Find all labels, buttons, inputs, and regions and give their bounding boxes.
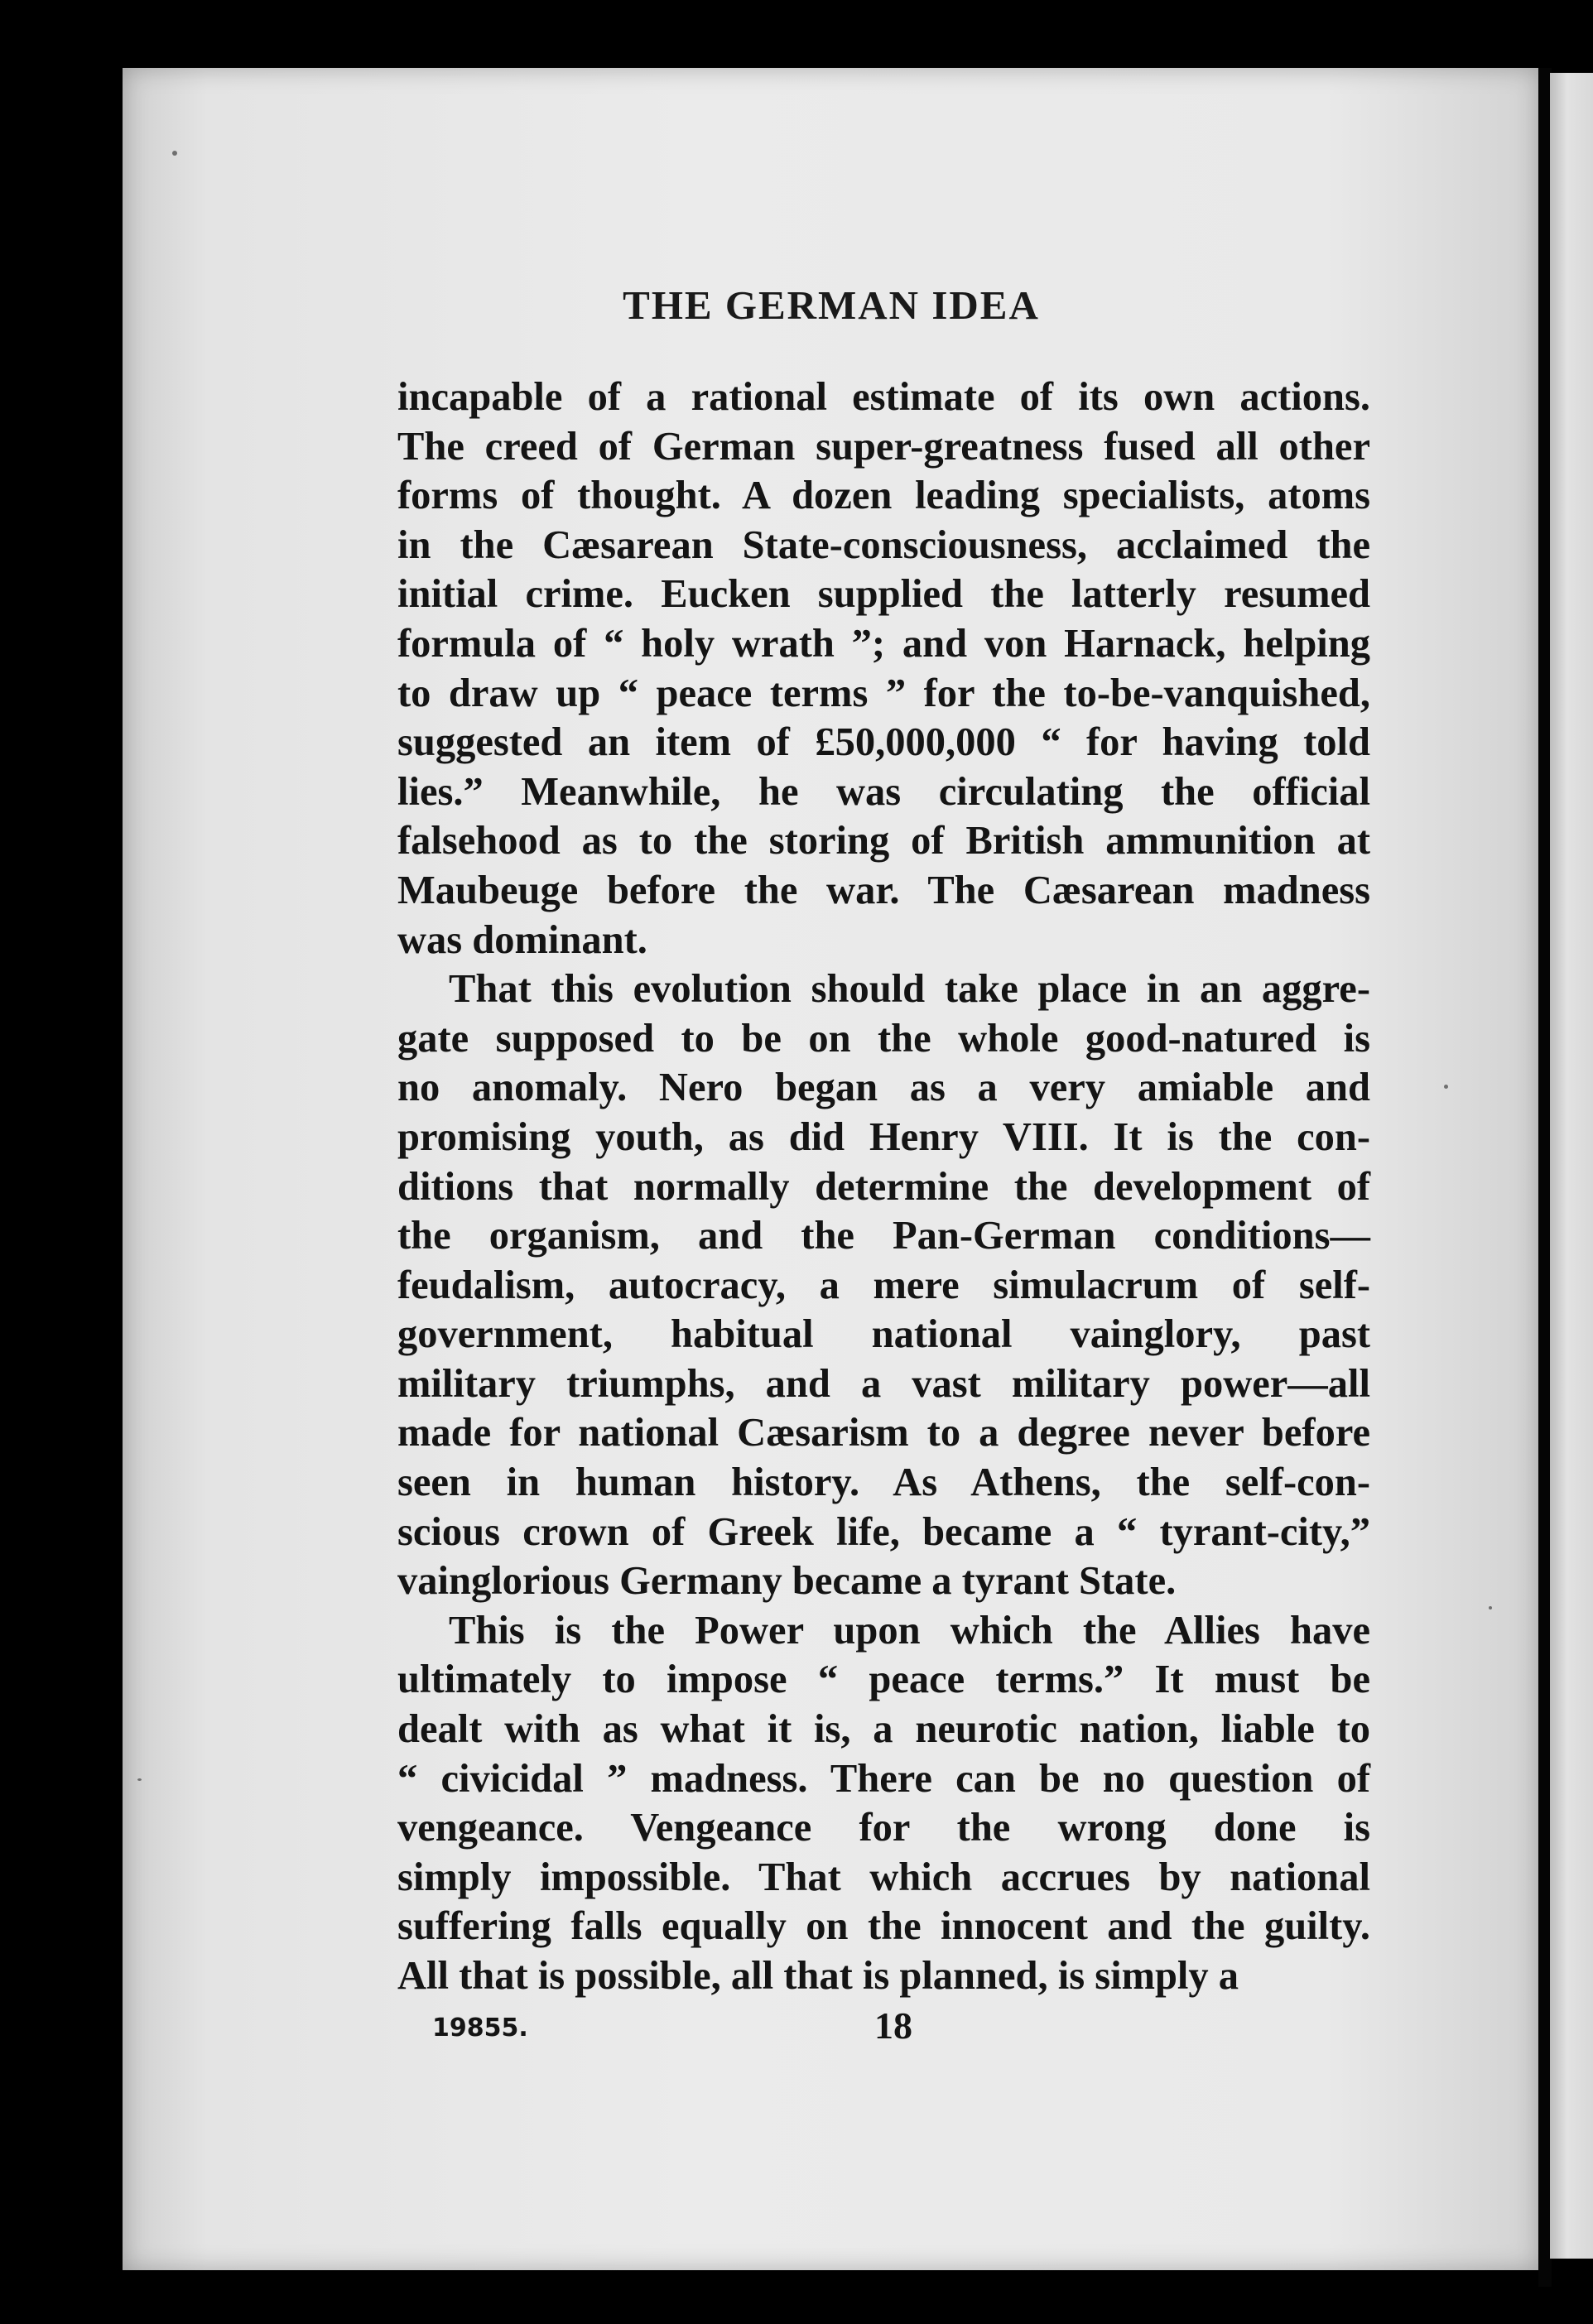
- dust-speck: [1489, 1606, 1492, 1609]
- paragraph: [397, 1606, 1370, 2001]
- text-line: lies.” Meanwhile, he was circulating the official: [397, 769, 1370, 814]
- text-line: ultimately to impose “ peace terms.” It must be: [397, 1658, 1370, 1702]
- dust-speck: [1444, 1085, 1448, 1089]
- text-line: vengeance. Vengeance for the wrong done is: [397, 1806, 1370, 1850]
- text-line: Maubeuge before the war. The Cæsarean madness: [397, 868, 1370, 912]
- text-line: was dominant.: [397, 917, 647, 962]
- paragraph: [397, 965, 1370, 1606]
- page-number: 18: [874, 2004, 912, 2047]
- text-line: forms of thought. A dozen leading specialists, atoms: [397, 474, 1370, 518]
- text-line: feudalism, autocracy, a mere simulacrum of self-: [397, 1263, 1370, 1307]
- text-line: suggested an item of £50,000,000 “ for having told: [397, 720, 1370, 765]
- text-line: made for national Cæsarism to a degree never before: [397, 1411, 1370, 1456]
- text-line: initial crime. Eucken supplied the latterly resumed: [397, 572, 1370, 617]
- text-line: scious crown of Greek life, became a “ tyrant-city,”: [397, 1509, 1370, 1554]
- text-line: formula of “ holy wrath ”; and von Harnack, helping: [397, 621, 1370, 666]
- text-line: ditions that normally determine the development of: [397, 1164, 1370, 1209]
- text-line: military triumphs, and a vast military power—all: [397, 1361, 1370, 1406]
- text-line: simply impossible. That which accrues by national: [397, 1855, 1370, 1899]
- text-line: suffering falls equally on the innocent and the guilty.: [397, 1904, 1370, 1949]
- text-line: promising youth, as did Henry VIII. It is the con-: [397, 1114, 1370, 1159]
- facing-page-edge: [1550, 73, 1593, 2259]
- text-line: All that is possible, all that is planned, is simply a: [397, 1954, 1239, 1998]
- text-line: dealt with as what it is, a neurotic nation, liable to: [397, 1707, 1370, 1752]
- page-footer: [0, 2004, 1593, 2057]
- text-line: “ civicidal ” madness. There can be no question of: [397, 1756, 1370, 1801]
- dust-speck: [137, 1778, 142, 1781]
- text-line: in the Cæsarean State-consciousness, acclaimed the: [397, 522, 1370, 567]
- dust-speck: [172, 151, 177, 156]
- text-line: gate supposed to be on the whole good-natured is: [397, 1016, 1370, 1061]
- scan-frame-left: [0, 0, 124, 2324]
- text-line: falsehood as to the storing of British ammunition at: [397, 819, 1370, 864]
- text-line: incapable of a rational estimate of its own actions.: [397, 375, 1370, 419]
- text-line: vainglorious Germany became a tyrant State.: [397, 1559, 1177, 1604]
- printer-signature-mark: 19855.: [432, 2014, 528, 2043]
- body-text: [397, 373, 1370, 2001]
- text-line: This is the Power upon which the Allies have: [449, 1608, 1370, 1653]
- text-line: no anomaly. Nero began as a very amiable and: [397, 1066, 1370, 1110]
- text-line: seen in human history. As Athens, the self-con-: [397, 1460, 1370, 1505]
- text-line: the organism, and the Pan-German conditions—: [397, 1214, 1370, 1258]
- running-head: THE GERMAN IDEA: [623, 282, 1040, 328]
- text-line: The creed of German super-greatness fused all other: [397, 424, 1370, 469]
- text-line: That this evolution should take place in an aggre-: [449, 967, 1370, 1012]
- text-line: to draw up “ peace terms ” for the to-be-vanquished,: [397, 671, 1370, 715]
- paragraph: [397, 373, 1370, 965]
- text-line: government, habitual national vainglory, past: [397, 1312, 1370, 1357]
